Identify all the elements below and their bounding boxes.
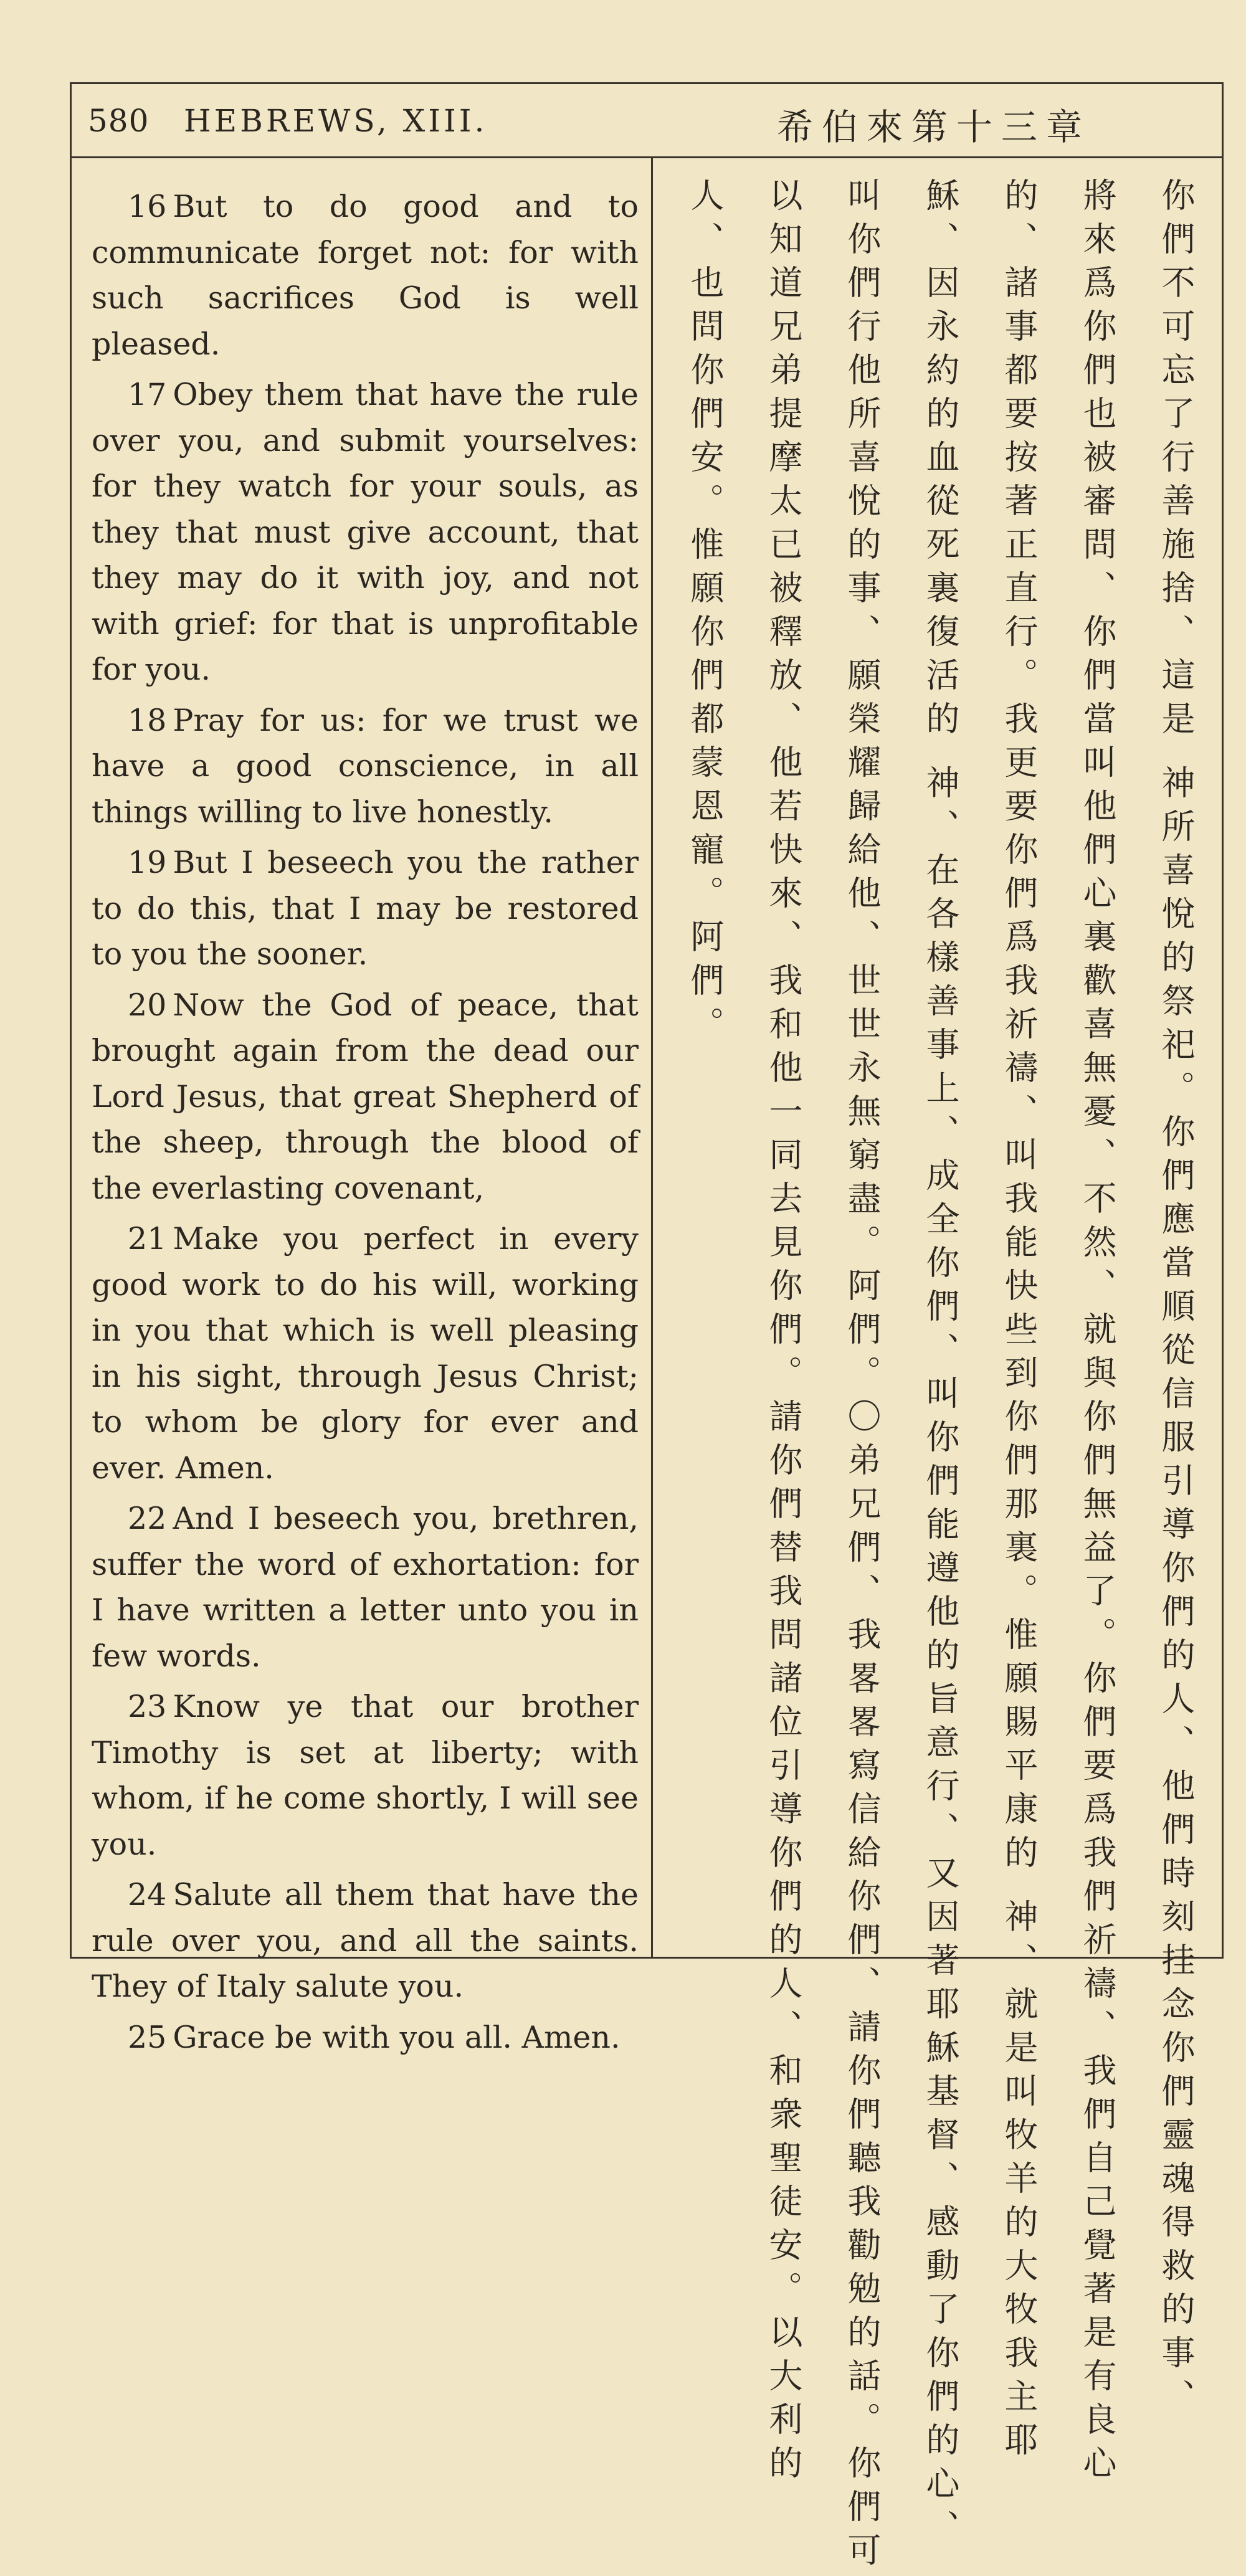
verse-number: 18 xyxy=(128,702,167,738)
page-number: 580 xyxy=(88,103,150,139)
verse-16 xyxy=(92,184,639,367)
verse-number: 20 xyxy=(128,987,167,1023)
verse-21 xyxy=(92,1216,639,1491)
verse-number: 17 xyxy=(128,377,167,412)
chinese-line: 以知道兄弟提摩太已被釋放、他若快來、我和他一同去見你們。請你們替我問諸位引導你們的人、和衆聖徒安。以大利的 xyxy=(764,178,803,2489)
running-title: HEBREWS, XIII. xyxy=(184,103,488,139)
verse-22 xyxy=(92,1496,639,1679)
verse-text: And I beseech you, brethren, suffer the word of exhortation: for I have written a letter unto you in few words. xyxy=(92,1501,639,1674)
verse-text: Grace be with you all. Amen. xyxy=(173,2019,621,2055)
verse-number: 21 xyxy=(128,1221,167,1257)
chinese-column xyxy=(657,178,1218,2576)
verse-number: 23 xyxy=(128,1689,167,1724)
chinese-line: 穌、因永約的血從死裏復活的 神、在各樣善事上、成全你們、叫你們能遵他的旨意行、又因著耶穌基督、感動了你們的心、 xyxy=(921,178,960,2554)
verse-text: Know ye that our brother Timothy is set at liberty; with whom, if he come shortly, I will see you. xyxy=(92,1689,639,1862)
verse-number: 16 xyxy=(128,189,167,224)
column-divider xyxy=(651,156,653,1957)
chinese-line: 人、也問你們安。惟願你們都蒙恩寵。阿們。 xyxy=(685,178,725,1050)
verse-text: Now the God of peace, that brought again from the dead our Lord Jesus, that great Shepherd of the sheep, through the blood of the everlasting covenant, xyxy=(92,987,639,1206)
verse-number: 22 xyxy=(128,1501,167,1536)
verse-23 xyxy=(92,1684,639,1867)
chinese-running-title: 希伯來第十三章 xyxy=(776,106,1091,148)
page-header xyxy=(72,84,1222,158)
verse-number: 24 xyxy=(128,1877,167,1913)
chinese-line: 將來爲你們也被審問、你們當叫他們心裏歡喜無憂、不然、就與你們無益了。你們要爲我們祈禱、我們自己覺著是有良心 xyxy=(1078,178,1117,2489)
verse-text: But I beseech you the rather to do this, that I may be restored to you the sooner. xyxy=(92,845,639,972)
verse-text: Obey them that have the rule over you, and submit yourselves: for they watch for your souls, as they that must give account, that they may do it with joy, and not with grief: for that is unprofitable for you. xyxy=(92,377,639,687)
english-column xyxy=(92,184,639,2055)
verse-18 xyxy=(92,698,639,835)
verse-number: 25 xyxy=(128,2019,167,2055)
verse-17 xyxy=(92,372,639,693)
verse-19 xyxy=(92,840,639,977)
page-frame xyxy=(70,82,1224,2576)
verse-text: Make you perfect in every good work to do his will, working in you that which is well pleasing in his sight, through Jesus Christ; to whom be glory for ever and ever. Amen. xyxy=(92,1221,639,1486)
chinese-line: 的、諸事都要按著正直行。我更要你們爲我祈禱、叫我能快些到你們那裏。惟願賜平康的 神、就是叫牧羊的大牧我主耶 xyxy=(999,178,1039,2466)
chinese-line: 叫你們行他所喜悅的事、願榮耀歸給他、世世永無窮盡。阿們。〇弟兄們、我畧畧寫信給你們、請你們聽我勸勉的話。你們可 xyxy=(842,178,882,2576)
chinese-line: 你們不可忘了行善施捨、這是 神所喜悅的祭祀。你們應當順從信服引導你們的人、他們時刻挂念你們靈魂得救的事、 xyxy=(1156,178,1196,2423)
verse-24 xyxy=(92,1872,639,2010)
verse-text: Pray for us: for we trust we have a good conscience, in all things willing to live honestly. xyxy=(92,702,639,830)
verse-25 xyxy=(92,2015,639,2061)
verse-number: 19 xyxy=(128,845,167,880)
verse-text: But to do good and to communicate forget not: for with such sacrifices God is well pleased. xyxy=(92,189,639,362)
verse-text: Salute all them that have the rule over you, and all the saints. They of Italy salute you. xyxy=(92,1877,639,2004)
verse-20 xyxy=(92,982,639,1212)
